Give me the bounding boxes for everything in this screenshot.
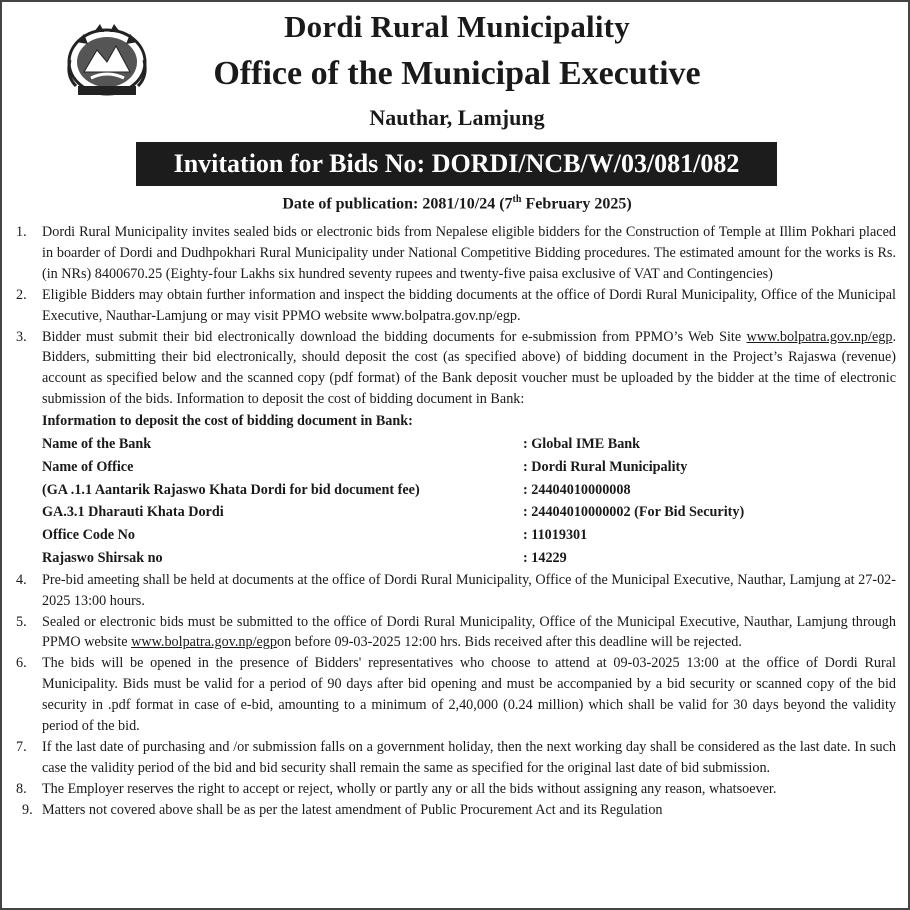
municipality-title: Dordi Rural Municipality bbox=[284, 9, 630, 44]
office-title: Office of the Municipal Executive bbox=[213, 55, 701, 92]
bank-info-table bbox=[42, 410, 896, 570]
location-title: Nauthar, Lamjung bbox=[369, 105, 545, 130]
bank-row: GA.3.1 Dharauti Khata Dordi : 24404010000002 (For Bid Security) bbox=[42, 504, 745, 521]
list-item: 3. Bidder must submit their bid electronically download the bidding documents for e-submission from PPMO’s Web Site www.bolpatra.gov.np/egp. Bidders, submitting their bid electronically, should deposit the cost (as specified above) of bidding document in the Project’s Rajaswa (revenue) account as specified below and the scanned copy (pdf format) of the Bank deposit voucher must be uploaded by the bidder at the time of electronic submission of the bids. Information to deposit the cost of bidding document in Bank: bbox=[16, 328, 896, 408]
ppmo-link[interactable]: www.bolpatra.gov.np/egp bbox=[131, 634, 277, 651]
bid-invitation-banner: Invitation for Bids No: DORDI/NCB/W/03/081/082 bbox=[136, 142, 777, 186]
ppmo-link[interactable]: www.bolpatra.gov.np/egp bbox=[746, 328, 893, 345]
list-item: 9. Matters not covered above shall be as per the latest amendment of Public Procurement Act and its Regulation bbox=[22, 801, 663, 818]
bank-row: Office Code No : 11019301 bbox=[42, 527, 588, 544]
list-item: 8. The Employer reserves the right to accept or reject, wholly or partly any or all the bids without assigning any reason, whatsoever. bbox=[16, 780, 777, 797]
list-item: 7. If the last date of purchasing and /or submission falls on a government holiday, then the next working day shall be considered as the last date. In such case the validity period of the bid and bid security shall remain the same as specified for the original last date of bid submission. bbox=[16, 738, 896, 776]
bank-row: Rajaswo Shirsak no : 14229 bbox=[42, 549, 567, 566]
list-item: 1. Dordi Rural Municipality invites sealed bids or electronic bids from Nepalese eligible bidders for the Construction of Temple at Illim Pokhari placed in boarder of Dordi and Dudhpokhari Rural Municipality under National Competitive Bidding procedures. The estimated amount for the works is Rs. (in NRs) 8400670.25 (Eighty-four Lakhs six hundred seventy rupees and twenty-five paisa exclusive of VAT and Contingencies) bbox=[16, 224, 896, 282]
list-item: 5. Sealed or electronic bids must be submitted to the office of Dordi Rural Municipality, Office of the Municipal Executive, Nauthar, Lamjung through PPMO website www.bolpatra.gov.np/egpon before 09-03-2025 12:00 hrs. Bids received after this deadline will be rejected. bbox=[16, 613, 896, 651]
list-item: 6. The bids will be opened in the presence of Bidders' representatives who choose to attend at 09-03-2025 13:00 at the office of Dordi Rural Municipality. Bids must be valid for a period of 90 days after bid opening and must be accompanied by a bid security or scanned copy of the bid security in .pdf format in case of e-bid, amounting to a minimum of 2,40,000 (0.24 million) which shall be valid for 30 days beyond the validity period of the bid. bbox=[16, 655, 896, 735]
bank-row: Name of the Bank : Global IME Bank bbox=[42, 435, 641, 452]
list-item: 4. Pre-bid ameeting shall be held at documents at the office of Dordi Rural Municipality, Office of the Municipal Executive, Nauthar, Lamjung at 27-02-2025 13:00 hours. bbox=[16, 571, 896, 609]
publication-date: Date of publication: 2081/10/24 (7th February 2025) bbox=[282, 194, 632, 213]
notice-body bbox=[16, 222, 896, 821]
bank-row: Name of Office : Dordi Rural Municipality bbox=[42, 458, 688, 475]
list-item: 2. Eligible Bidders may obtain further information and inspect the bidding documents at the office of Dordi Rural Municipality, Office of the Municipal Executive, Nauthar-Lamjung or may visit PPMO website www.bolpatra.gov.np/egp. bbox=[16, 286, 896, 324]
bank-row: (GA .1.1 Aantarik Rajaswo Khata Dordi for bid document fee) : 24404010000008 bbox=[42, 481, 631, 498]
bank-info-heading: Information to deposit the cost of bidding document in Bank: bbox=[42, 413, 413, 430]
